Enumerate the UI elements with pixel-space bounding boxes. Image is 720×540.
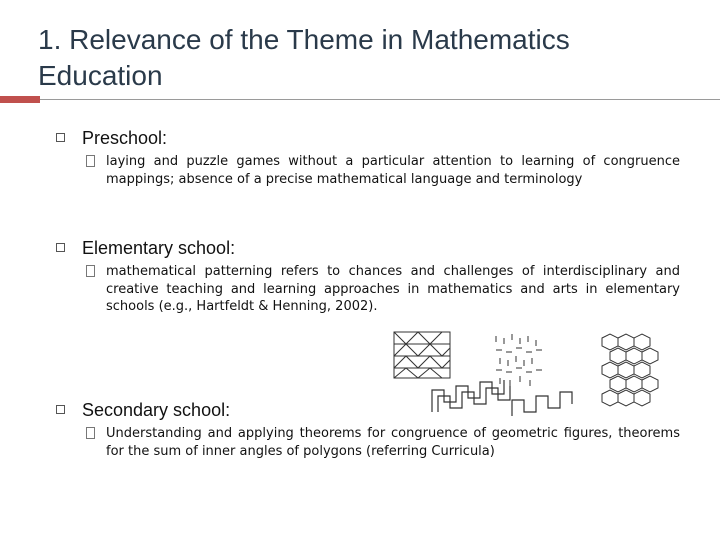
dot-grid-figure [496, 334, 542, 386]
section-preschool-point [86, 153, 680, 188]
meander-figure [432, 380, 572, 416]
bullet-text: mathematical patterning refers to chances and challenges of interdisciplinary and creative teaching and learning approaches in mathematics and arts in elementary schools (e.g., Hartfeldt & Henning, 2002). [106, 264, 680, 314]
title-accent-bar [0, 96, 40, 103]
square-bullet-icon [56, 405, 65, 414]
bullet-text: Understanding and applying theorems for congruence of geometric figures, theorems for the sum of inner angles of polygons (referring Curricula) [106, 426, 680, 459]
section-heading: Secondary school: [82, 400, 231, 420]
hexagon-tiling-figure [602, 334, 658, 406]
missing-glyph-icon [86, 427, 95, 439]
square-bullet-icon [56, 243, 65, 252]
slide-title: 1. Relevance of the Theme in Mathematics Education [38, 24, 570, 91]
triangle-tiling-figure [394, 332, 450, 378]
section-elementary-point [86, 263, 680, 316]
section-heading: Preschool: [82, 128, 168, 148]
section-heading: Elementary school: [82, 238, 236, 258]
pattern-figures-image [392, 328, 666, 418]
missing-glyph-icon [86, 265, 95, 277]
title-divider [40, 99, 720, 100]
section-secondary-point [86, 425, 680, 460]
missing-glyph-icon [86, 155, 95, 167]
bullet-text: laying and puzzle games without a particular attention to learning of congruence mappings; absence of a precise mathematical language and terminology [106, 154, 680, 187]
square-bullet-icon [56, 133, 65, 142]
